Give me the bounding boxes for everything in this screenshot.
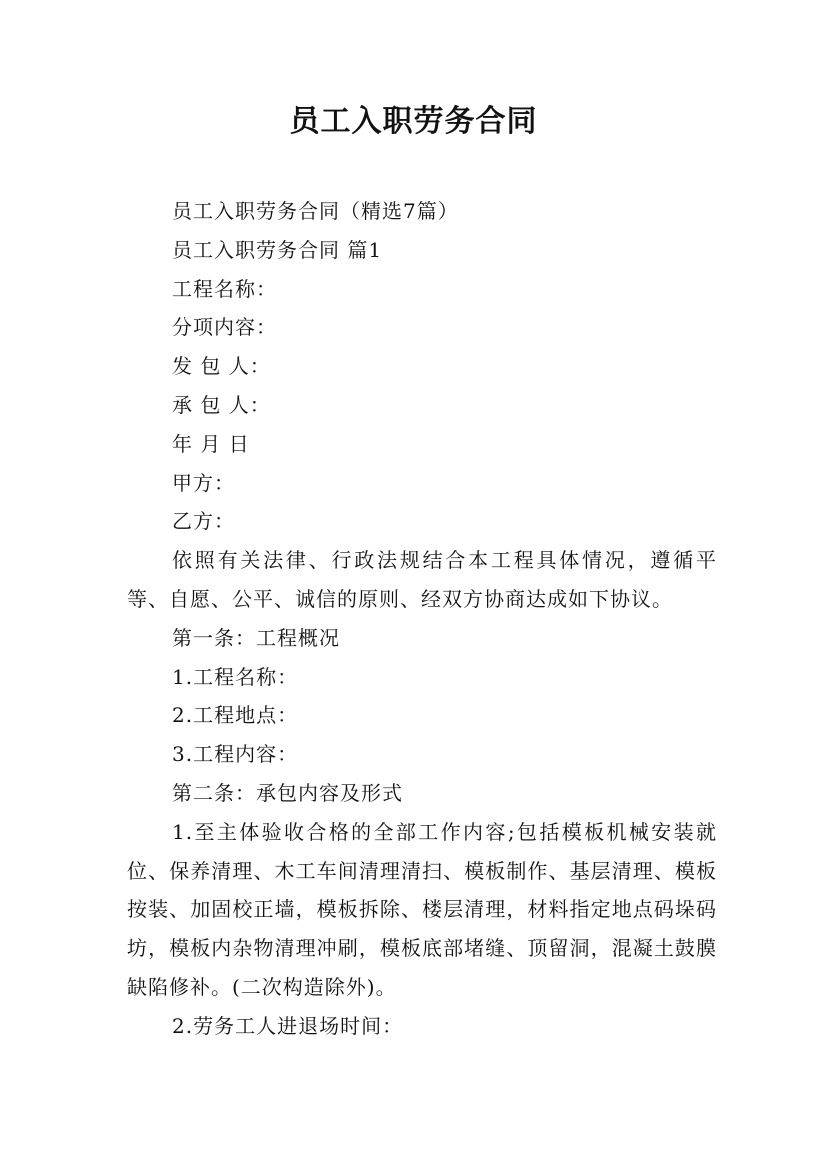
project-name-field: 工程名称： [172,276,277,301]
article-1-item-3: 3.工程内容： [172,742,299,767]
article-1-item-2: 2.工程地点： [172,703,299,728]
sub-item-content-field: 分项内容： [172,315,277,340]
article-2-item-2: 2.劳务工人进退场时间： [172,1013,404,1038]
contractor-field: 承 包 人： [172,392,271,417]
party-b-field: 乙方： [172,509,235,534]
section-heading: 员工入职劳务合同 篇1 [172,237,383,262]
article-2-heading: 第二条：承包内容及形式 [172,780,403,805]
party-a-field: 甲方： [172,470,235,495]
document-body [127,192,717,1046]
intro-paragraph: 依照有关法律、行政法规结合本工程具体情况，遵循平等、自愿、公平、诚信的原则、经双方协商达成如下协议。 [127,548,717,611]
article-1-item-1: 1.工程名称： [172,664,299,689]
article-1-heading: 第一条：工程概况 [172,625,340,650]
document-title: 员工入职劳务合同 [289,104,538,139]
contractor-issuer-field: 发 包 人： [172,354,271,379]
subtitle-line: 员工入职劳务合同（精选7篇） [172,199,459,223]
article-2-paragraph: 1.至主体验收合格的全部工作内容;包括模板机械安装就位、保养清理、木工车间清理清扫、模板制作、基层清理、模板按装、加固校正墙，模板拆除、楼层清理，材料指定地点码垛码坊，模板内杂物清理冲刷，模板底部堵缝、顶留洞，混凝土鼓膜缺陷修补。(二次构造除外)。 [127,819,717,999]
date-field: 年 月 日 [172,431,250,456]
